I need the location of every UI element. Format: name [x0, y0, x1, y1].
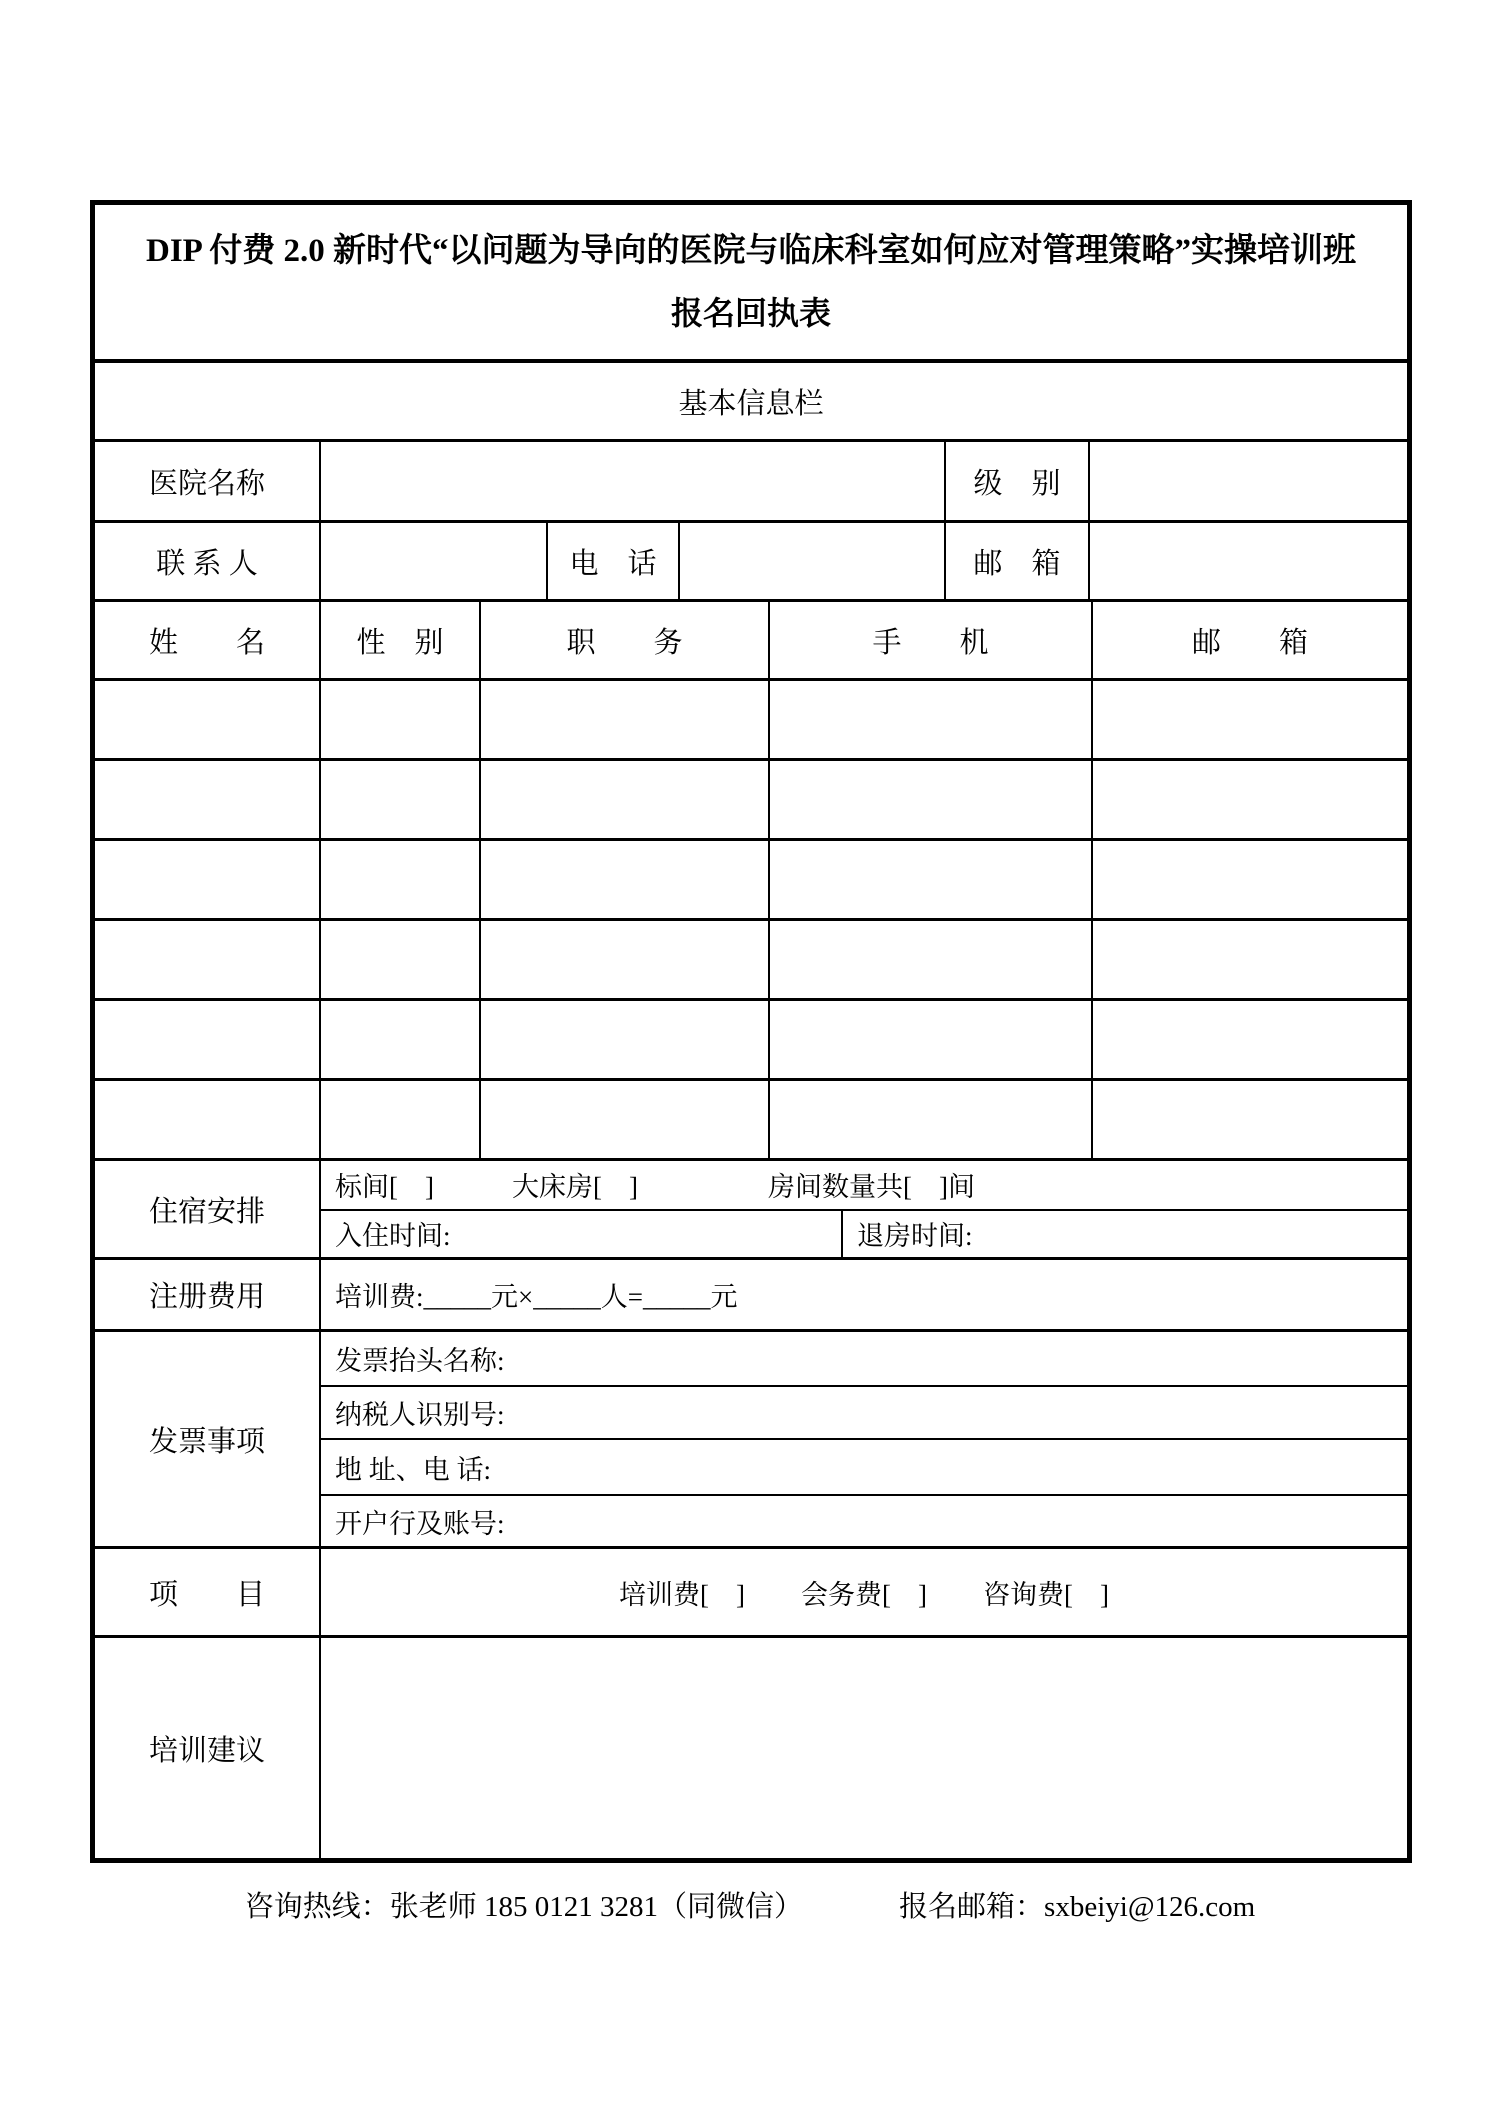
attendee-position-cell[interactable]: [481, 841, 770, 918]
lodging-label: 住宿安排: [95, 1161, 321, 1257]
attendee-name-cell[interactable]: [95, 761, 321, 838]
email-input[interactable]: [1090, 523, 1407, 599]
project-option-consulting-fee[interactable]: 咨询费[ ]: [982, 1579, 1109, 1610]
project-option-conference-fee[interactable]: 会务费[ ]: [801, 1579, 927, 1610]
invoice-label: 发票事项: [95, 1332, 321, 1546]
attendee-row: [95, 841, 1407, 921]
lodging-row: [95, 1161, 1407, 1260]
attendee-header-gender: 性 别: [321, 602, 481, 678]
form-title-line2: 报名回执表: [670, 294, 831, 331]
attendee-mobile-cell[interactable]: [770, 921, 1093, 998]
checkin-time-field[interactable]: [321, 1211, 843, 1258]
invoice-row: [95, 1332, 1407, 1549]
attendee-name-cell[interactable]: [95, 1001, 321, 1078]
contact-row: [95, 523, 1407, 602]
attendee-row: [95, 761, 1407, 841]
checkin-time-label: 入住时间:: [335, 1221, 451, 1252]
invoice-bank-account-field[interactable]: [321, 1496, 1407, 1546]
attendee-name-cell[interactable]: [95, 841, 321, 918]
phone-input[interactable]: [680, 523, 946, 599]
invoice-title-label: 发票抬头名称:: [335, 1346, 505, 1376]
checkout-time-field[interactable]: [843, 1211, 1407, 1258]
form-title-block: [95, 205, 1407, 363]
invoice-taxid-label: 纳税人识别号:: [335, 1400, 505, 1430]
invoice-title-field[interactable]: [321, 1332, 1407, 1387]
contact-input[interactable]: [321, 523, 548, 599]
lodging-room-count-field[interactable]: 房间数量共[ ]间: [767, 1172, 975, 1203]
attendee-email-cell[interactable]: [1093, 1081, 1407, 1158]
attendee-position-cell[interactable]: [481, 921, 770, 998]
registration-fee-row: [95, 1260, 1407, 1332]
invoice-bank-account-label: 开户行及账号:: [335, 1508, 505, 1539]
project-row: [95, 1549, 1407, 1638]
attendee-name-cell[interactable]: [95, 681, 321, 758]
hospital-row: [95, 442, 1407, 523]
attendee-mobile-cell[interactable]: [770, 841, 1093, 918]
attendee-email-cell[interactable]: [1093, 681, 1407, 758]
attendee-row: [95, 1001, 1407, 1081]
attendee-email-cell[interactable]: [1093, 921, 1407, 998]
hospital-name-input[interactable]: [321, 442, 946, 520]
registration-fee-label: 注册费用: [95, 1260, 321, 1329]
attendee-row: [95, 1081, 1407, 1161]
attendee-header-position: 职 务: [481, 602, 770, 678]
level-label: 级 别: [946, 442, 1090, 520]
advice-label: 培训建议: [95, 1638, 321, 1858]
project-label: 项 目: [95, 1549, 321, 1635]
footer-contact-line: [0, 1884, 1500, 1925]
section-header-basic-info: 基本信息栏: [678, 387, 824, 420]
attendee-gender-cell[interactable]: [321, 761, 481, 838]
checkout-time-label: 退房时间:: [857, 1221, 973, 1252]
attendee-mobile-cell[interactable]: [770, 1081, 1093, 1158]
invoice-address-phone-field[interactable]: [321, 1440, 1407, 1496]
attendee-name-cell[interactable]: [95, 1081, 321, 1158]
attendee-position-cell[interactable]: [481, 1081, 770, 1158]
advice-input[interactable]: [321, 1638, 1407, 1858]
form-title-line1: DIP 付费 2.0 新时代“以问题为导向的医院与临床科室如何应对管理策略”实操培训班: [145, 232, 1356, 269]
attendee-gender-cell[interactable]: [321, 681, 481, 758]
attendee-row: [95, 921, 1407, 1001]
attendee-position-cell[interactable]: [481, 681, 770, 758]
attendee-header-row: [95, 602, 1407, 681]
attendee-row: [95, 681, 1407, 761]
invoice-address-phone-label: 地 址、电 话:: [335, 1454, 492, 1485]
attendee-gender-cell[interactable]: [321, 1001, 481, 1078]
project-option-training-fee[interactable]: 培训费[ ]: [619, 1579, 745, 1610]
phone-label: 电 话: [548, 523, 680, 599]
hospital-name-label: 医院名称: [95, 442, 321, 520]
attendee-position-cell[interactable]: [481, 1001, 770, 1078]
attendee-header-mobile: 手 机: [770, 602, 1093, 678]
registration-fee-formula: 培训费:_____元×_____人=_____元: [335, 1282, 738, 1312]
attendee-position-cell[interactable]: [481, 761, 770, 838]
attendee-gender-cell[interactable]: [321, 841, 481, 918]
attendee-name-cell[interactable]: [95, 921, 321, 998]
registration-form-table: [90, 200, 1412, 1863]
level-input[interactable]: [1090, 442, 1407, 520]
attendee-email-cell[interactable]: [1093, 1001, 1407, 1078]
attendee-mobile-cell[interactable]: [770, 681, 1093, 758]
attendee-mobile-cell[interactable]: [770, 1001, 1093, 1078]
attendee-header-name: 姓 名: [95, 602, 321, 678]
attendee-mobile-cell[interactable]: [770, 761, 1093, 838]
attendee-email-cell[interactable]: [1093, 761, 1407, 838]
lodging-standard-room-option[interactable]: 标间[ ]: [335, 1172, 434, 1203]
attendee-email-cell[interactable]: [1093, 841, 1407, 918]
attendee-gender-cell[interactable]: [321, 1081, 481, 1158]
lodging-king-room-option[interactable]: 大床房[ ]: [511, 1172, 638, 1203]
email-label: 邮 箱: [946, 523, 1090, 599]
registration-fee-formula-field[interactable]: [321, 1260, 1407, 1329]
invoice-taxid-field[interactable]: [321, 1387, 1407, 1440]
footer-hotline: 咨询热线：张老师 185 0121 3281（同微信）: [244, 1891, 804, 1923]
footer-email: 报名邮箱：sxbeiyi@126.com: [899, 1891, 1256, 1923]
attendee-header-email: 邮 箱: [1191, 626, 1308, 659]
advice-row: [95, 1638, 1407, 1858]
contact-label: 联 系 人: [95, 523, 321, 599]
attendee-gender-cell[interactable]: [321, 921, 481, 998]
